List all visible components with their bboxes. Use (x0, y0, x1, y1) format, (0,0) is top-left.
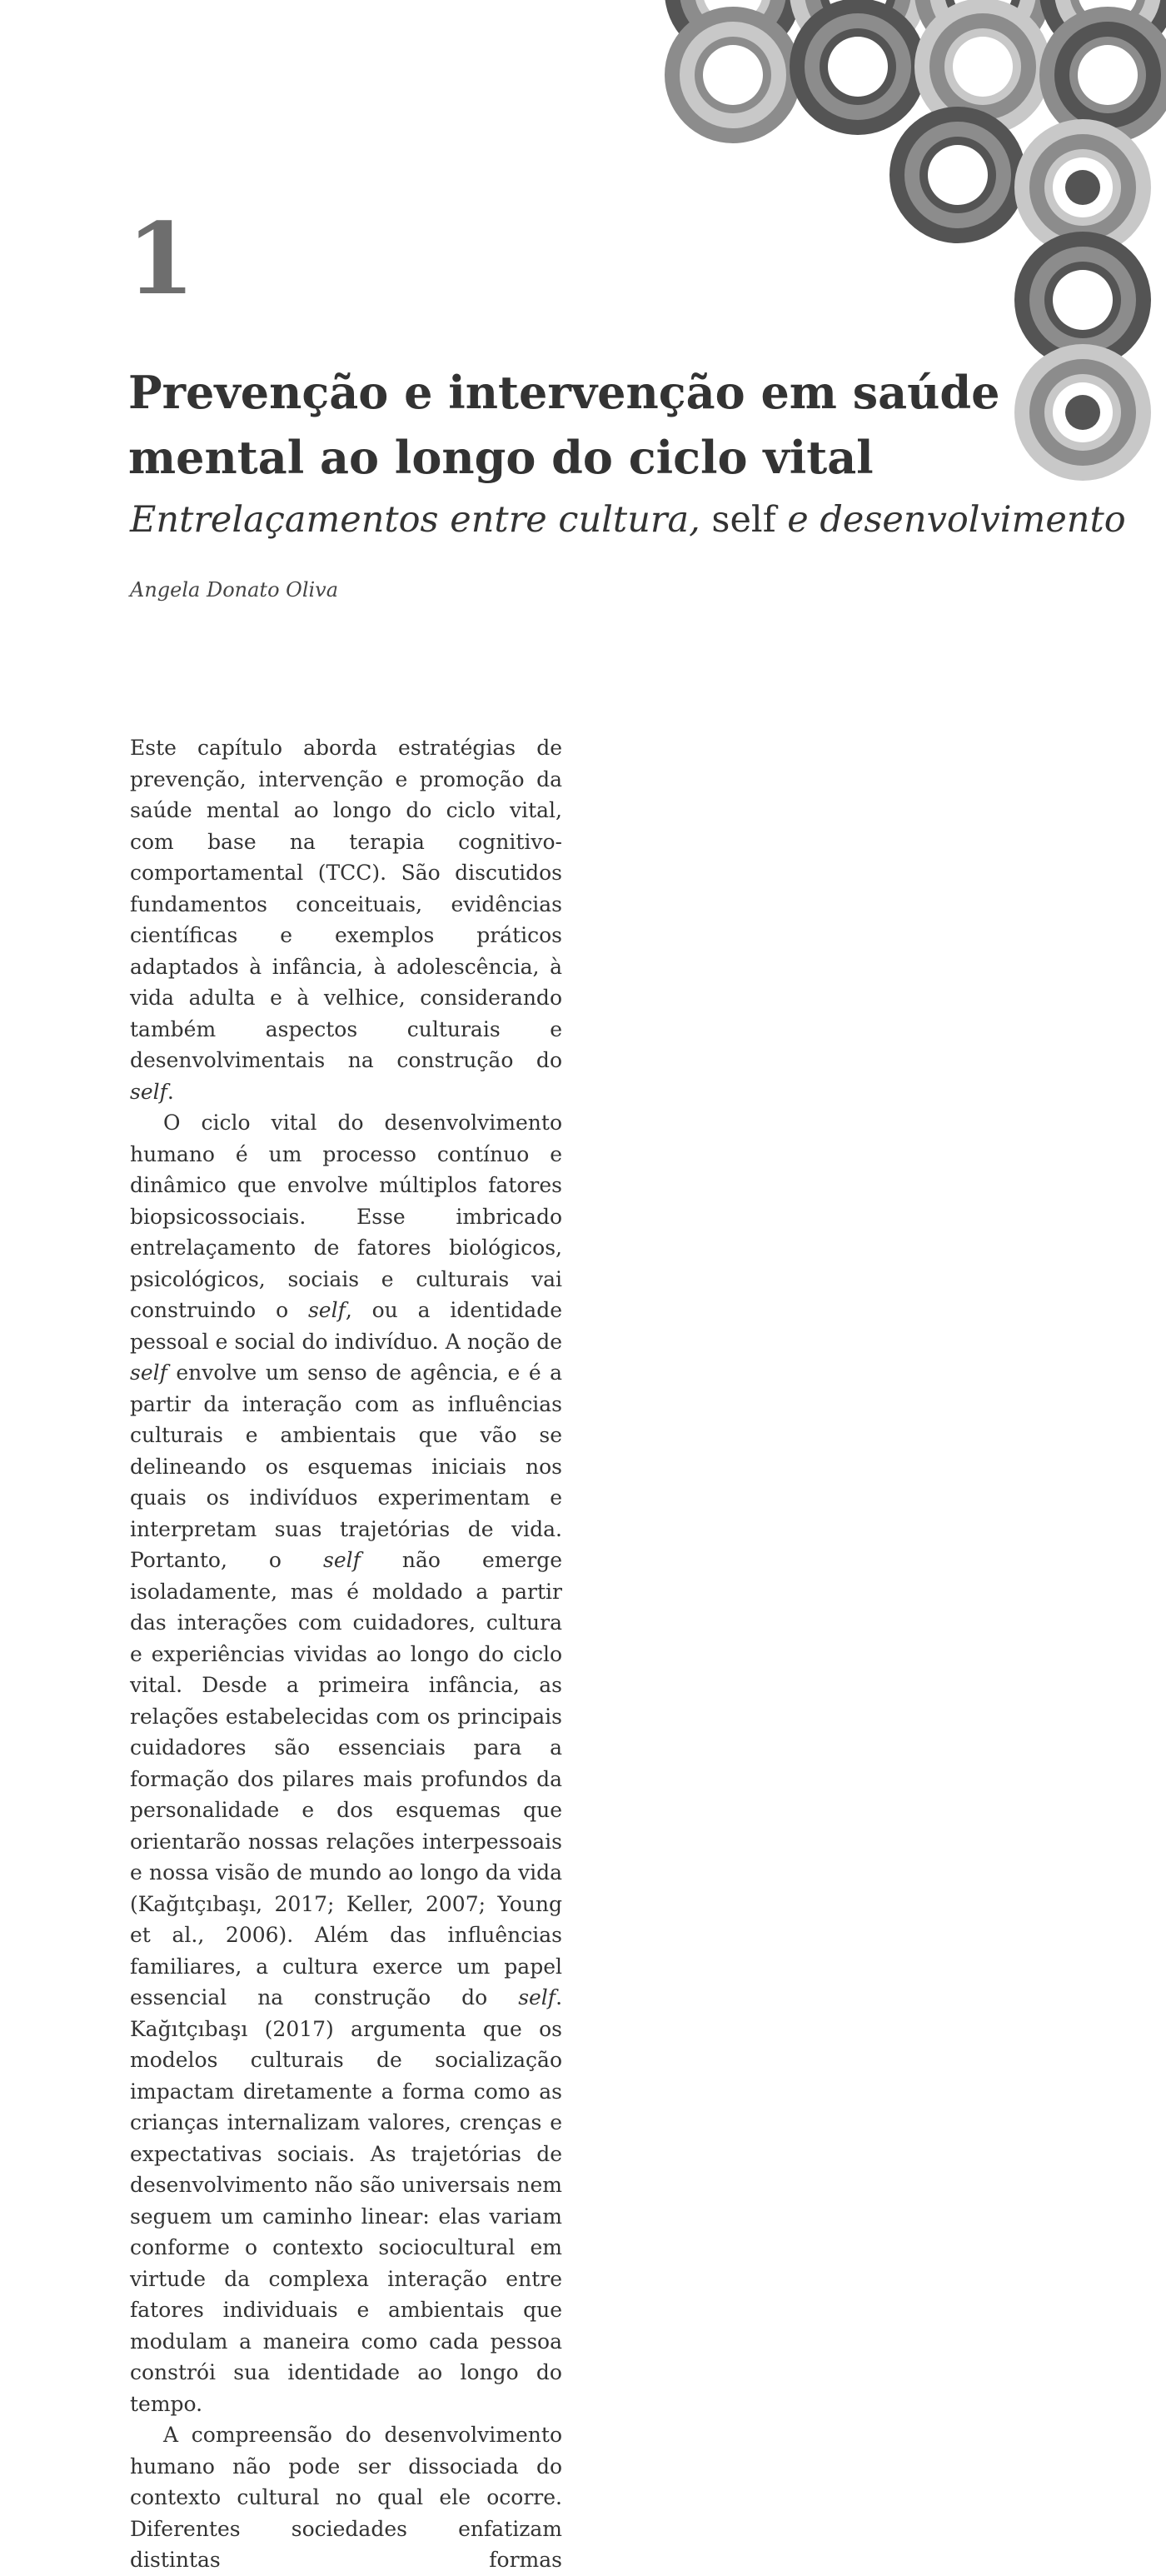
subtitle-self: self (711, 499, 776, 541)
paragraph-1 (130, 732, 562, 1107)
subtitle-part-1: Entrelaçamentos entre cultura, (130, 499, 700, 541)
self-term: self (307, 1298, 346, 1322)
self-term: self (518, 1985, 556, 2009)
paragraph-1-end: . (167, 1079, 174, 1104)
self-term: self (322, 1548, 361, 1572)
paragraph-2-text-a: O ciclo vital do desenvolvimento humano é um processo contínuo e dinâmico que envolve múltiplos fatores biopsicossociais. Esse imbricado entrelaçamento de fatores biológicos, psicológicos, sociais e culturais vai construindo o (130, 1111, 562, 1322)
author-name: Angela Donato Oliva (130, 578, 339, 602)
chapter-title (128, 360, 1028, 490)
chapter-subtitle (130, 497, 1126, 543)
paragraph-2-text-e: . Kağıtçıbaşı (2017) argumenta que os modelos culturais de socialização impactam diretamente a forma como as crianças internalizam valores, crenças e expectativas sociais. As trajetórias de desenvolvimento não são universais nem seguem um caminho linear: elas variam conforme o contexto sociocultural em virtude da complexa interação entre fatores individuais e ambientais que modulam a maneira como cada pessoa constrói sua identidade ao longo do tempo. (130, 1985, 563, 2416)
subtitle-part-2: e desenvolvimento (787, 499, 1126, 541)
paragraph-2-text-c: envolve um senso de agência, e é a partir da interação com as influências culturais e ambientais que vão se delineando os esquemas iniciais nos quais os indivíduos experimentam e interpretam suas trajetórias de vida. Portanto, o (130, 1360, 562, 1572)
self-term: self (130, 1360, 167, 1385)
chapter-title-line-2: mental ao longo do ciclo vital (128, 431, 874, 484)
ring-ornament (790, 0, 926, 135)
paragraph-2-text-d: não emerge isoladamente, mas é moldado a partir das interações com cuidadores, cultura e experiências vividas ao longo do ciclo vital. Desde a primeira infância, as relações estabelecidas com os principais cuidadores são essenciais para a formação dos pilares mais profundos da personalidade e dos esquemas que orientarão nossas relações interpessoais e nossa visão de mundo ao longo da vida (Kağıtçıbaşı, 2017; Keller, 2007; Young et al., 2006). Além das influências familiares, a cultura exerce um papel essencial na construção do (130, 1548, 562, 2009)
paragraph-2 (130, 1107, 562, 2419)
paragraph-3: A compreensão do desenvolvimento humano não pode ser dissociada do contexto cultural no qual ele ocorre. Diferentes sociedades enfatizam distintas formas (130, 2423, 562, 2572)
paragraph-2-text-b: , ou a identidade pessoal e social do indivíduo. A noção de (130, 1298, 562, 1354)
body-column-left (130, 732, 562, 2576)
ring-ornament (665, 7, 801, 143)
chapter-number: 1 (127, 201, 196, 317)
paragraph-1-text: Este capítulo aborda estratégias de prevenção, intervenção e promoção da saúde mental ao longo do ciclo vital, com base na terapia cognitivo-comportamental (TCC). São discutidos fundamentos conceituais, evidências científicas e exemplos práticos adaptados à infância, à adolescência, à vida adulta e à velhice, considerando também aspectos culturais e desenvolvimentais na construção do (130, 736, 562, 1072)
chapter-title-line-1: Prevenção e intervenção em saúde (128, 366, 1000, 419)
ring-ornament (1014, 344, 1151, 481)
self-term: self (130, 1079, 167, 1104)
ring-ornament (889, 107, 1026, 243)
